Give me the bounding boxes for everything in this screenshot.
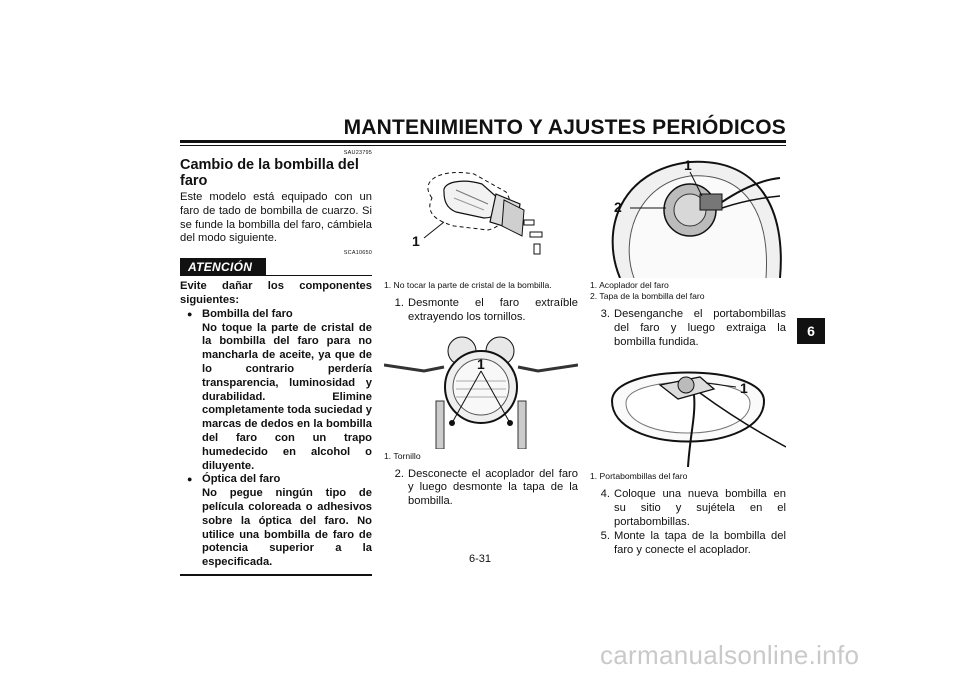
figure-coupler: [590, 150, 786, 278]
chapter-tab[interactable]: 6: [797, 318, 825, 344]
bullet-text: No toque la parte de cristal de la bombilla del faro para no mancharla de aceite, ya que de lo contrario perdería transparencia, luminosidad y durabilidad. Elimine completamente toda suciedad y marcas de dedos en la bombilla del faro con un trapo humedecido en alcohol o diluyente.: [202, 321, 372, 472]
warning-end-rule: [180, 574, 372, 576]
list-item: [180, 473, 372, 570]
watermark: carmanualsonline.info: [600, 640, 860, 670]
step-text: Coloque una nueva bombilla en su sitio y sujétela en el portabombillas.: [614, 488, 786, 528]
figure-headlight-screws: [384, 331, 578, 449]
figure-caption: 1. Portabombillas del faro: [590, 471, 688, 482]
figure-callout: 1: [412, 233, 420, 249]
step-2: [384, 468, 578, 509]
attention-rule: [266, 275, 372, 276]
step-number: 5.: [600, 529, 610, 542]
figure-callout: 1: [684, 157, 692, 173]
warning-lead: Evite dañar los componentes siguientes:: [180, 280, 372, 306]
page-number: 6-31: [468, 553, 492, 565]
figure-caption: 2. Tapa de la bombilla del faro: [590, 291, 705, 301]
step-number: 3.: [600, 308, 610, 320]
step-1: [384, 297, 578, 325]
warning-list: [180, 308, 372, 570]
step-number: 4.: [600, 488, 610, 501]
bullet-title: Bombilla del faro: [202, 307, 293, 320]
bullet-title: Óptica del faro: [202, 473, 281, 486]
figure-caption: 1. Tornillo: [384, 450, 421, 461]
coupler-illustration-icon: [590, 150, 786, 278]
page-title: MANTENIMIENTO Y AJUSTES PERIÓDICOS: [343, 116, 786, 139]
step-number: 2.: [394, 467, 404, 480]
attention-ref-code: SCA10650: [343, 250, 372, 257]
step-text: Monte la tapa de la bombilla del faro y conecte el acoplador.: [614, 529, 786, 556]
step-number: 1.: [394, 297, 404, 309]
bullet-text: No pegue ningún tipo de película coloreada o adhesivos sobre la óptica del faro. No utilice una bombilla de faro de potencia superior a la especificada.: [202, 487, 372, 569]
bulb-illustration-icon: [384, 160, 578, 278]
step-4: [590, 488, 786, 529]
figure-bulb: [384, 160, 578, 278]
attention-label: ATENCIÓN: [180, 258, 266, 276]
figure-callout: 1: [477, 355, 485, 372]
column-2: [384, 160, 578, 509]
step-5: [590, 530, 786, 558]
bullet-icon: ●: [187, 474, 193, 485]
figure-caption: 1. Acoplador del faro: [590, 280, 669, 290]
figure-bulb-holder: [590, 355, 786, 469]
bullet-icon: ●: [187, 308, 193, 319]
column-1: [180, 150, 372, 576]
step-3: [590, 308, 786, 349]
column-3: [590, 150, 786, 557]
header-rule: [180, 140, 786, 143]
bulb-holder-illustration-icon: [590, 355, 786, 469]
figure-callout: 2: [614, 199, 622, 215]
section-title: Cambio de la bombilla del faro: [180, 157, 359, 189]
section-ref-code: SAU23795: [343, 150, 372, 156]
step-text: Desenganche el portabombillas del faro y luego extraiga la bombilla fundida.: [614, 308, 786, 348]
intro-paragraph: Este modelo está equipado con un faro de tado de bombilla de cuarzo. Si se funde la bombilla del faro, cámbiela del modo siguiente.: [180, 191, 372, 245]
header-rule-thin: [180, 145, 786, 146]
figure-callout: 1: [740, 380, 748, 397]
list-item: [180, 308, 372, 474]
headlight-illustration-icon: [384, 331, 578, 449]
step-text: Desconecte el acoplador del faro y luego desmonte la tapa de la bombilla.: [408, 467, 578, 508]
step-text: Desmonte el faro extraíble extrayendo los tornillos.: [408, 297, 578, 323]
figure-caption: 1. No tocar la parte de cristal de la bombilla.: [384, 280, 552, 290]
attention-banner: [180, 258, 372, 276]
